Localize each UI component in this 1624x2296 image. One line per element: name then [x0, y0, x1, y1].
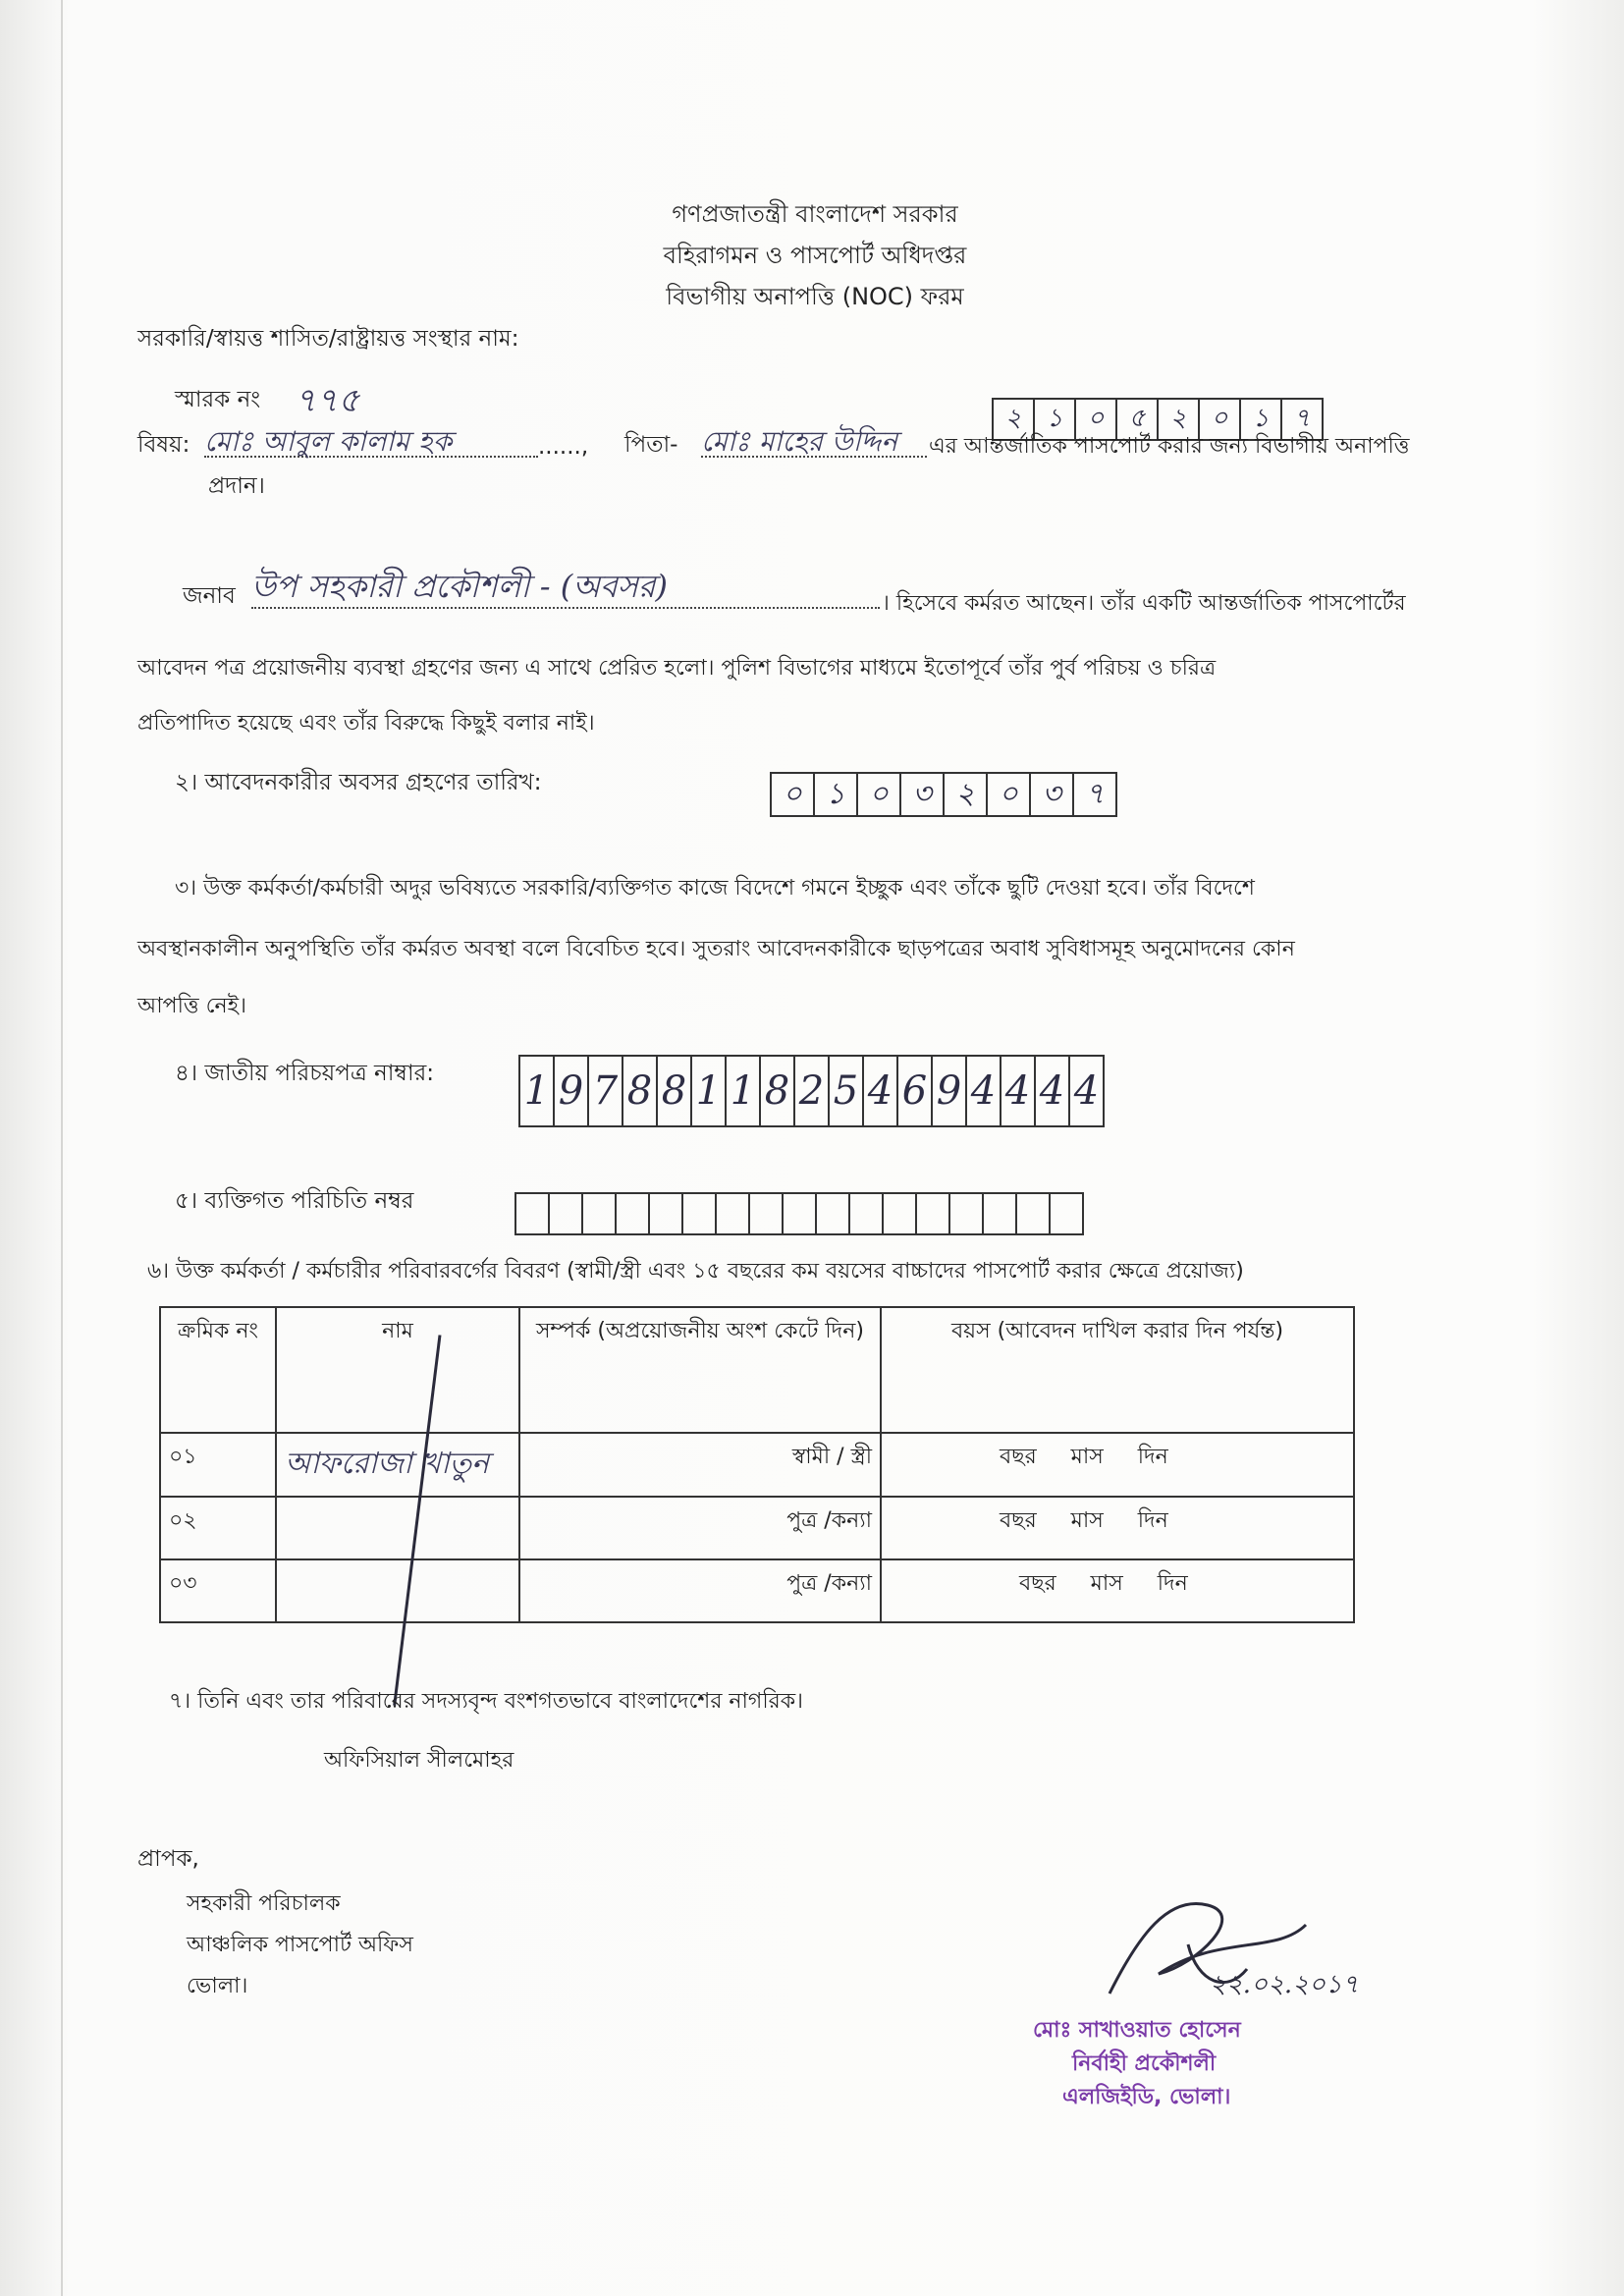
digit-box: 6	[896, 1055, 931, 1127]
nid-boxes	[518, 1055, 1105, 1127]
col-relation: সম্পর্ক (অপ্রয়োজনীয় অংশ কেটে দিন)	[519, 1307, 881, 1433]
digit-box: 2	[793, 1055, 828, 1127]
org-name-label: সরকারি/স্বায়ত্ত শাসিত/রাষ্ট্রায়ত্ত সংস্থার নাম:	[137, 326, 519, 352]
digit-box: 4	[862, 1055, 896, 1127]
citizenship-statement: ৭। তিনি এবং তার পরিবারের সদস্যবৃন্দ বংশগতভাবে বাংলাদেশের নাগরিক।	[169, 1689, 803, 1714]
subject-name-suffix: ......,	[538, 434, 589, 460]
age-day: দিন	[1137, 1508, 1168, 1533]
row-relation: পুত্র /কন্যা	[519, 1497, 881, 1559]
row-name	[276, 1559, 519, 1622]
header-govt: গণপ্রজাতন্ত্রী বাংলাদেশ সরকার	[672, 200, 958, 228]
digit-box: 4	[965, 1055, 1000, 1127]
digit-box: ০	[1074, 398, 1115, 441]
header-department: বহিরাগমন ও পাসপোর্ট অধিদপ্তর	[663, 242, 967, 269]
family-table	[159, 1306, 1355, 1623]
stamp-line2: নির্বাহী প্রকৌশলী	[1072, 2051, 1217, 2076]
subject-text-2: প্রদান।	[208, 473, 265, 499]
digit-box: ০	[856, 772, 899, 817]
subject-text: এর আন্তর্জাতিক পাসপোর্ট করার জন্য বিভাগীয় অনাপত্তি	[929, 434, 1410, 459]
official-seal-label: অফিসিয়াল সীলমোহর	[324, 1748, 514, 1773]
row-name	[276, 1497, 519, 1559]
age-day: দিন	[1137, 1445, 1168, 1469]
digit-box: ২	[992, 398, 1033, 441]
row-relation: স্বামী / স্ত্রী	[519, 1433, 881, 1497]
janab-label: জনাব	[183, 583, 236, 609]
digit-box	[748, 1192, 782, 1235]
digit-box: 4	[1034, 1055, 1068, 1127]
age-year: বছর	[1000, 1445, 1037, 1469]
item3-line3: আপত্তি নেই।	[137, 994, 246, 1018]
row-name: আফরোজা খাতুন	[276, 1433, 519, 1497]
personal-id-boxes	[514, 1192, 1084, 1235]
digit-box: 1	[690, 1055, 725, 1127]
retirement-date-boxes	[770, 772, 1117, 817]
header-form-title: বিভাগীয় অনাপত্তি (NOC) ফরম	[666, 283, 964, 310]
age-month: মাস	[1070, 1445, 1104, 1469]
para1-line1-rest: । হিসেবে কর্মরত আছেন। তাঁর একটি আন্তর্জাতিক পাসপোর্টের	[882, 591, 1406, 616]
nid-label: ৪। জাতীয় পরিচয়পত্র নাম্বার:	[175, 1061, 435, 1086]
para1-line2: আবেদন পত্র প্রয়োজনীয় ব্যবস্থা গ্রহণের জন্য এ সাথে প্রেরিত হলো। পুলিশ বিভাগের মাধ্যমে ইতোপূর্বে তাঁর পুর্ব পরিচয় ও চরিত্র	[137, 656, 1217, 681]
col-serial: ক্রমিক নং	[160, 1307, 276, 1433]
digit-box: 4	[1000, 1055, 1034, 1127]
digit-box: 5	[828, 1055, 862, 1127]
digit-box	[1015, 1192, 1049, 1235]
col-name: নাম	[276, 1307, 519, 1433]
digit-box: 9	[553, 1055, 587, 1127]
father-name-value: মোঃ মাহের উদ্দিন	[701, 420, 927, 458]
personal-id-label: ৫। ব্যক্তিগত পরিচিতি নম্বর	[175, 1188, 414, 1214]
digit-box	[882, 1192, 915, 1235]
father-label: পিতা-	[624, 432, 678, 458]
digit-box	[815, 1192, 848, 1235]
digit-box: ১	[1033, 398, 1074, 441]
memo-number: ৭৭৫	[295, 381, 360, 420]
digit-box: ৭	[1072, 772, 1117, 817]
digit-box: 4	[1068, 1055, 1105, 1127]
digit-box	[615, 1192, 648, 1235]
table-row	[160, 1497, 1354, 1559]
col-age: বয়স (আবেদন দাখিল করার দিন পর্যন্ত)	[881, 1307, 1354, 1433]
row-serial: ০২	[160, 1497, 276, 1559]
digit-box: 9	[931, 1055, 965, 1127]
page-edge	[61, 0, 63, 2296]
digit-box: 7	[587, 1055, 622, 1127]
digit-box: 1	[518, 1055, 553, 1127]
age-year: বছর	[1000, 1508, 1037, 1533]
digit-box	[681, 1192, 715, 1235]
digit-box	[782, 1192, 815, 1235]
recipient-line2: আঞ্চলিক পাসপোর্ট অফিস	[187, 1933, 413, 1957]
recipient-line3: ভোলা।	[187, 1974, 248, 1998]
digit-box: ২	[1157, 398, 1198, 441]
row-serial: ০১	[160, 1433, 276, 1497]
recipient-line1: সহকারী পরিচালক	[187, 1891, 341, 1916]
digit-box	[1049, 1192, 1084, 1235]
item3-line2: অবস্থানকালীন অনুপস্থিতি তাঁর কর্মরত অবস্থা বলে বিবেচিত হবে। সুতরাং আবেদনকারীকে ছাড়পত্রের অবাধ সুবিধাসমূহ অনুমোদনের কোন	[137, 937, 1295, 961]
digit-box	[514, 1192, 548, 1235]
digit-box: ৭	[1280, 398, 1324, 441]
age-day: দিন	[1157, 1571, 1188, 1596]
digit-box: 8	[622, 1055, 656, 1127]
subject-name-value: মোঃ আবুল কালাম হক	[204, 420, 538, 458]
digit-box	[648, 1192, 681, 1235]
digit-box	[581, 1192, 615, 1235]
item3-line1: ৩। উক্ত কর্মকর্তা/কর্মচারী অদুর ভবিষ্যতে সরকারি/ব্যক্তিগত কাজে বিদেশে গমনে ইচ্ছুক এবং তাঁকে ছুটি দেওয়া হবে। তাঁর বিদেশে	[175, 876, 1255, 901]
age-year: বছর	[1019, 1571, 1056, 1596]
digit-box: 8	[759, 1055, 793, 1127]
age-month: মাস	[1090, 1571, 1123, 1596]
digit-box	[548, 1192, 581, 1235]
row-relation: পুত্র /কন্যা	[519, 1559, 881, 1622]
digit-box: ০	[770, 772, 813, 817]
digit-box: ১	[1239, 398, 1280, 441]
recipient-label: প্রাপক,	[137, 1846, 199, 1872]
family-details-label: ৬। উক্ত কর্মকর্তা / কর্মচারীর পরিবারবর্গের বিবরণ (স্বামী/স্ত্রী এবং ১৫ বছরের কম বয়সের বাচ্চাদের পাসপোর্ট করার ক্ষেত্রে প্রয়োজ্য)	[147, 1259, 1244, 1284]
digit-box: ৫	[1115, 398, 1157, 441]
digit-box: 1	[725, 1055, 759, 1127]
stamp-line3: এলজিইডি, ভোলা।	[1062, 2085, 1231, 2109]
designation-value: উপ সহকারী প্রকৌশলী - (অবসর)	[251, 562, 880, 609]
digit-box	[982, 1192, 1015, 1235]
row-serial: ০৩	[160, 1559, 276, 1622]
subject-label: বিষয়:	[137, 432, 190, 458]
digit-box: 8	[656, 1055, 690, 1127]
table-row	[160, 1433, 1354, 1497]
stamp-line1: মোঃ সাখাওয়াত হোসেন	[1033, 2018, 1241, 2043]
para1-line3: প্রতিপাদিত হয়েছে এবং তাঁর বিরুদ্ধে কিছুই বলার নাই।	[137, 711, 595, 736]
signature-date: ২২.০২.২০১৭	[1210, 1970, 1359, 1999]
digit-box: ৩	[1029, 772, 1072, 817]
digit-box	[948, 1192, 982, 1235]
retirement-date-label: ২। আবেদনকারীর অবসর গ্রহণের তারিখ:	[175, 770, 542, 795]
table-row	[160, 1559, 1354, 1622]
digit-box	[915, 1192, 948, 1235]
digit-box	[848, 1192, 882, 1235]
family-table-header	[160, 1307, 1354, 1433]
memo-label: স্মারক নং	[175, 387, 261, 412]
digit-box: ০	[1198, 398, 1239, 441]
digit-box: ৩	[899, 772, 943, 817]
digit-box: ২	[943, 772, 986, 817]
digit-box: ০	[986, 772, 1029, 817]
digit-box	[715, 1192, 748, 1235]
digit-box: ১	[813, 772, 856, 817]
age-month: মাস	[1070, 1508, 1104, 1533]
